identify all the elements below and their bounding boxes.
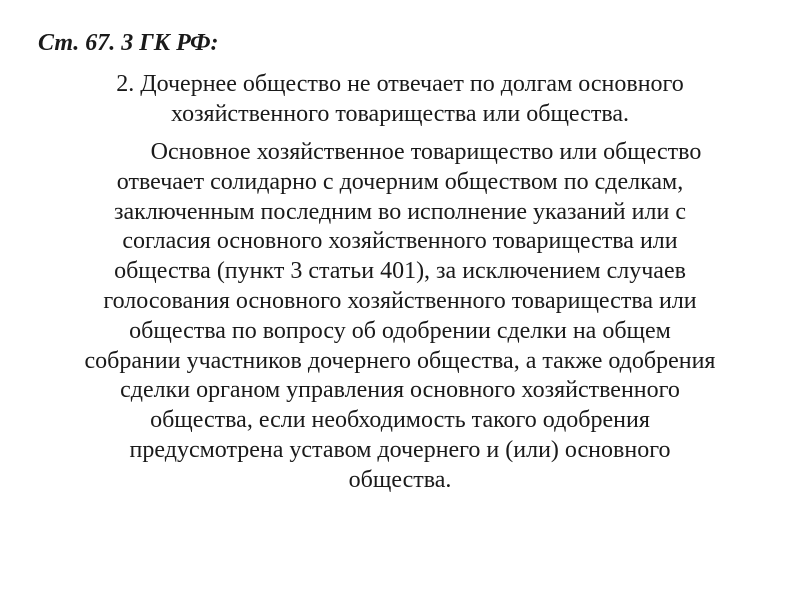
paragraph-2-line: общества по вопросу об одобрении сделки на общем [129, 317, 671, 344]
paragraph-2-line: Основное хозяйственное товарищество или общество [150, 139, 702, 165]
paragraph-2-line: общества (пункт 3 статьи 401), за исключением случаев [114, 258, 686, 285]
paragraph-2-line: сделки органом управления основного хозяйственного [120, 377, 680, 404]
paragraph-2-line: собрании участников дочернего общества, а также одобрения [84, 347, 716, 374]
paragraph-2-line: голосования основного хозяйственного товарищества или [103, 287, 697, 314]
paragraph-2-line: заключенным последним во исполнение указаний или с [114, 198, 686, 225]
paragraph-1 [60, 70, 740, 130]
paragraph-2-line: согласия основного хозяйственного товарищества или [122, 228, 678, 255]
paragraph-2-line: общества, если необходимость такого одобрения [150, 407, 650, 434]
paragraph-1-line: 2. Дочернее общество не отвечает по долгам основного [116, 71, 684, 97]
paragraph-2-line: отвечает солидарно с дочерним обществом по сделкам, [116, 168, 684, 195]
paragraph-2 [60, 138, 740, 496]
paragraph-2-line: предусмотрена уставом дочернего и (или) основного [129, 436, 671, 463]
paragraph-1-line: хозяйственного товарищества или общества. [170, 100, 629, 127]
article-heading: Ст. 67. 3 ГК РФ: [38, 30, 219, 56]
paragraph-2-line: общества. [348, 466, 452, 493]
